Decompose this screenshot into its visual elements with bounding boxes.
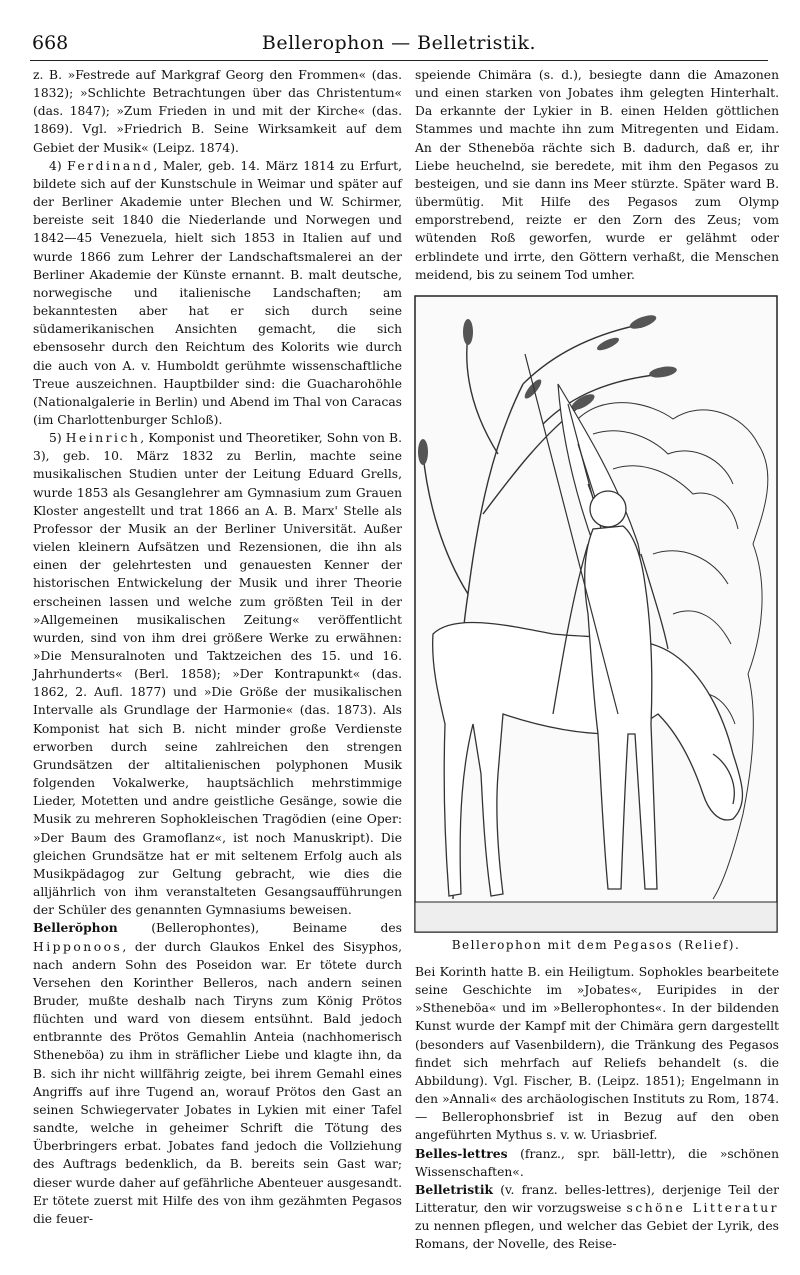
paragraph-ferdinand	[33, 157, 402, 429]
right-column-bottom	[415, 963, 779, 1253]
entry-text-heinrich: , Komponist und Theoretiker, Sohn von B. 3), geb. 10. März 1832 zu Berlin, machte seine musikalischen Studien unter der Leitung Eduard Grells, wurde 1853 als Gesanglehrer am Gymnasium zum Grauen Kloster angestellt und trat 1866 an A. B. Marx' Stelle als Professor der Musik an der Berliner Universität. Außer vielen kleinern Aufsätzen und Rezensionen, die ihn als einen der gelehrtesten und genauesten Kenner der historischen Entwickelung der Musik und ihrer Theorie erscheinen lassen und welche zum größten Teil in der »Allgemeinen musikalischen Zeitung« veröffentlicht wurden, sind von ihm drei größere Werke zu erwähnen: »Die Mensuralnoten und Taktzeichen des 15. und 16. Jahrhunderts« (Berl. 1858); »Der Kontrapunkt« (das. 1862, 2. Aufl. 1877) und »Die Größe der musikalischen Intervalle als Grundlage der Harmonie« (das. 1873). Als Komponist hat sich B. nicht minder große Verdienste erworben durch seine zahlreichen den strengen Grundsätzen der altitalienischen polyphonen Musik folgenden Vokalwerke, hauptsächlich mehrstimmige Lieder, Motetten und andre geistliche Gesänge, sowie die Musik zu mehreren Sophokleischen Tragödien (eine Oper: »Der Baum des Gramoflanz«, ist noch Manuskript). Die gleichen Grundsätze hat er mit seltenem Erfolg auch als Musikpädagog zur Geltung gebracht, wie dies die alljährlich von ihm veranstalteten Gesangsaufführungen der Schüler des genannten Gymnasiums beweisen.	[33, 431, 402, 918]
page-header	[30, 30, 768, 61]
right-column-top	[415, 66, 779, 284]
paragraph-festrede: z. B. »Festrede auf Markgraf Georg den Frommen« (das. 1832); »Schlichte Betrachtungen über das Christentum« (das. 1847); »Zum Frieden in und mit der Kirche« (das. 1869). Vgl. »Friedrich B. Seine Wirksamkeit auf dem Gebiet der Musik« (Leipz. 1874).	[33, 68, 402, 155]
paragraph-chimaera: speiende Chimära (s. d.), besiegte dann die Amazonen und einen starken von Jobates ihm gelegten Hinterhalt. Da erkannte der Lykier in B. einen Helden göttlichen Stammes und machte ihn zum Mitregenten und Eidam. An der Stheneböa rächte sich B. dadurch, daß er, ihr Liebe heuchelnd, sie beredete, mit ihm den Pegasos zu besteigen, und sie dann ins Meer stürzte. Später ward B. übermütig. Mit Hilfe des Pegasos zum Olymp emporstrebend, reizte er den Zorn des Zeus; vom wütenden Roß geworfen, wurde er gelähmt oder erblindete und irrte, den Göttern verhaßt, die Menschen meidend, bis zu seinem Tod umher.	[415, 68, 779, 282]
figure-caption: Bellerophon mit dem Pegasos (Relief).	[451, 938, 741, 952]
paragraph-heinrich	[33, 429, 402, 919]
entry-headword-bellerophon: Bellerŏphon	[33, 920, 118, 936]
entry-name-ferdinand: Ferdinand	[67, 158, 154, 173]
entry-name-heinrich: Heinrich	[65, 431, 141, 446]
entry-headword-belles-lettres: Belles-lettres	[415, 1145, 508, 1161]
page-number: 668	[32, 32, 69, 54]
entry-number: 5)	[49, 431, 66, 446]
bellerophon-pegasos-relief	[413, 294, 779, 934]
paragraph-belles-lettres	[415, 1145, 779, 1181]
entry-text: (franz., spr. bäll-lettr), die »schönen Wissenschaften«.	[415, 1146, 779, 1179]
relief-illustration	[413, 294, 779, 934]
entry-text: (Bellerophontes), Beiname des	[117, 921, 402, 936]
paragraph-korinth: Bei Korinth hatte B. ein Heiligtum. Sophokles bearbeitete seine Geschichte im »Jobates«, Euripides in der »Stheneböa« und im »Bellerophontes«. In der bildenden Kunst wurde der Kampf mit der Chimära gern dargestellt (besonders auf Vasenbildern), die Tränkung des Pegasos findet sich mehrfach auf Reliefs behandelt (s. die Abbildung). Vgl. Fischer, B. (Leipz. 1851); Engelmann in den »Annali« des archäologischen Instituts zu Rom, 1874. — Bellerophonsbrief ist in Bezug auf den oben angeführten Mythus s. v. w. Uriasbrief.	[415, 965, 779, 1143]
entry-text: , der durch Glaukos Enkel des Sisyphos, nach andern Sohn des Poseidon war. Er tötete durch Versehen den Korinther Belleros, nach andern seinen Bruder, mußte deshalb nach Tiryns zum König Prötos flüchten und ward von diesem entsühnt. Bald jedoch entbrannte des Prötos Gemahlin Anteia (nachhomerisch Stheneböa) zu ihm in sträflicher Liebe und klagte ihn, da B. sich ihr nicht willfährig zeigte, bei ihrem Gemahl eines Angriffs auf ihre Tugend an, worauf Prötos den Gast an seinen Schwiegervater Jobates in Lykien mit einer Tafel sandte, welche in geheimer Schrift die Tötung des Überbringers erbat. Jobates fand jedoch die Vollziehung des Auftrags bedenklich, da B. bereits sein Gast war; dieser wurde daher auf gefährliche Abenteuer ausgesandt. Er tötete zuerst mit Hilfe des von ihm gezähmten Pegasos die feuer-	[33, 939, 402, 1226]
entry-headword-belletristik: Belletristik	[415, 1181, 494, 1197]
running-head: Bellerophon — Belletristik.	[261, 32, 537, 54]
emphasis-schone-litteratur: schöne Litteratur	[626, 1201, 779, 1216]
paragraph-belletristik	[415, 1181, 779, 1254]
entry-text: (v. franz. belles-lettres), derjenige Teil der Litteratur, den wir vorzugsweise	[415, 1182, 779, 1216]
entry-number: 4)	[49, 158, 68, 173]
entry-text-ferdinand: , Maler, geb. 14. März 1814 zu Erfurt, bildete sich auf der Kunstschule in Weimar und später auf der Berliner Akademie unter Blechen und W. Schirmer, bereiste seit 1840 die Niederlande und Norwegen und 1842—45 Venezuela, hielt sich 1853 in Italien auf und wurde 1866 zum Lehrer der Landschaftsmalerei an der Berliner Akademie der Künste ernannt. B. malt deutsche, norwegische und italienische Landschaften; am bekanntesten aber hat er sich durch seine südamerikanischen Ansichten gemacht, die sich ebensosehr durch den Reichtum des Kolorits wie durch die auch von A. v. Humboldt gerühmte wissenschaftliche Treue auszeichnen. Hauptbilder sind: die Guacharohöhle (Nationalgalerie in Berlin) und Abend im Thal von Caracas (im Charlottenburger Schloß).	[33, 158, 402, 427]
left-column	[33, 66, 402, 1246]
entry-name-hipponoos: Hipponoos	[33, 939, 123, 954]
paragraph-bellerophon	[33, 919, 402, 1228]
entry-text: zu nennen pflegen, und welcher das Gebiet der Lyrik, des Romans, der Novelle, des Reise-	[415, 1219, 779, 1252]
